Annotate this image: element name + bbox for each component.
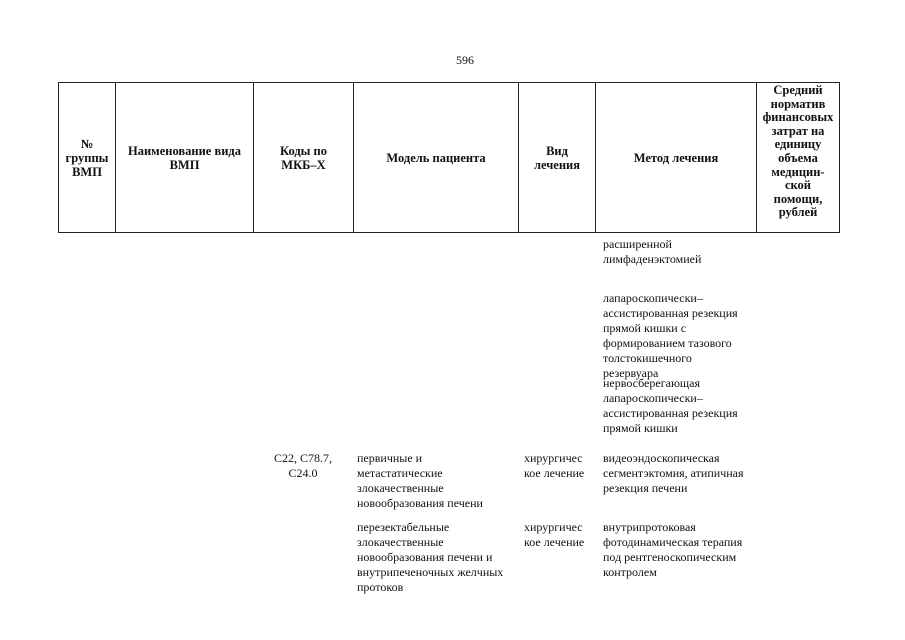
header-treatment-type: Вид лечения (519, 83, 596, 233)
header-patient-model: Модель пациента (354, 83, 519, 233)
header-treatment-method: Метод лечения (596, 83, 757, 233)
header-average-cost: Средний норматив финансовых затрат на единицу объема медицин- ской помощи, рублей (757, 83, 840, 233)
treatment-type-surgical: хирургичес кое лечение (524, 451, 585, 480)
method-video-endoscopic-segmentectomy: видеоэндоскопическая сегментэктомия, атипичная резекция печени (603, 451, 744, 495)
icd-codes-liver: C22, C78.7, C24.0 (273, 451, 332, 480)
treatment-type-surgical-2: хирургичес кое лечение (524, 520, 585, 549)
header-group-number: № группы ВМП (59, 83, 116, 233)
method-laparoscopic-rectal-resection-reservoir: лапароскопически– ассистированная резекция прямой кишки с формированием тазового толстокишечного резервуара (603, 291, 738, 380)
header-row (59, 83, 840, 233)
method-intraductal-photodynamic-therapy: внутрипротоковая фотодинамическая терапия под рентгеноскопическим контролем (603, 520, 743, 579)
table-header (58, 82, 840, 233)
method-extended-lymphadenectomy: расширенной лимфаденэктомией (603, 237, 702, 266)
patient-model-liver-tumors: первичные и метастатические злокачественные новообразования печени (357, 451, 483, 510)
method-nerve-sparing-rectal-resection: нервосберегающая лапароскопически– ассистированная резекция прямой кишки (603, 376, 738, 435)
patient-model-unresectable-tumors: перезектабельные злокачественные новообразования печени и внутрипеченочных желчных протоков (357, 520, 504, 594)
header-vmp-name: Наименование вида ВМП (116, 83, 254, 233)
header-icd-codes: Коды по МКБ–Х (254, 83, 354, 233)
page-number: 596 (456, 53, 474, 67)
